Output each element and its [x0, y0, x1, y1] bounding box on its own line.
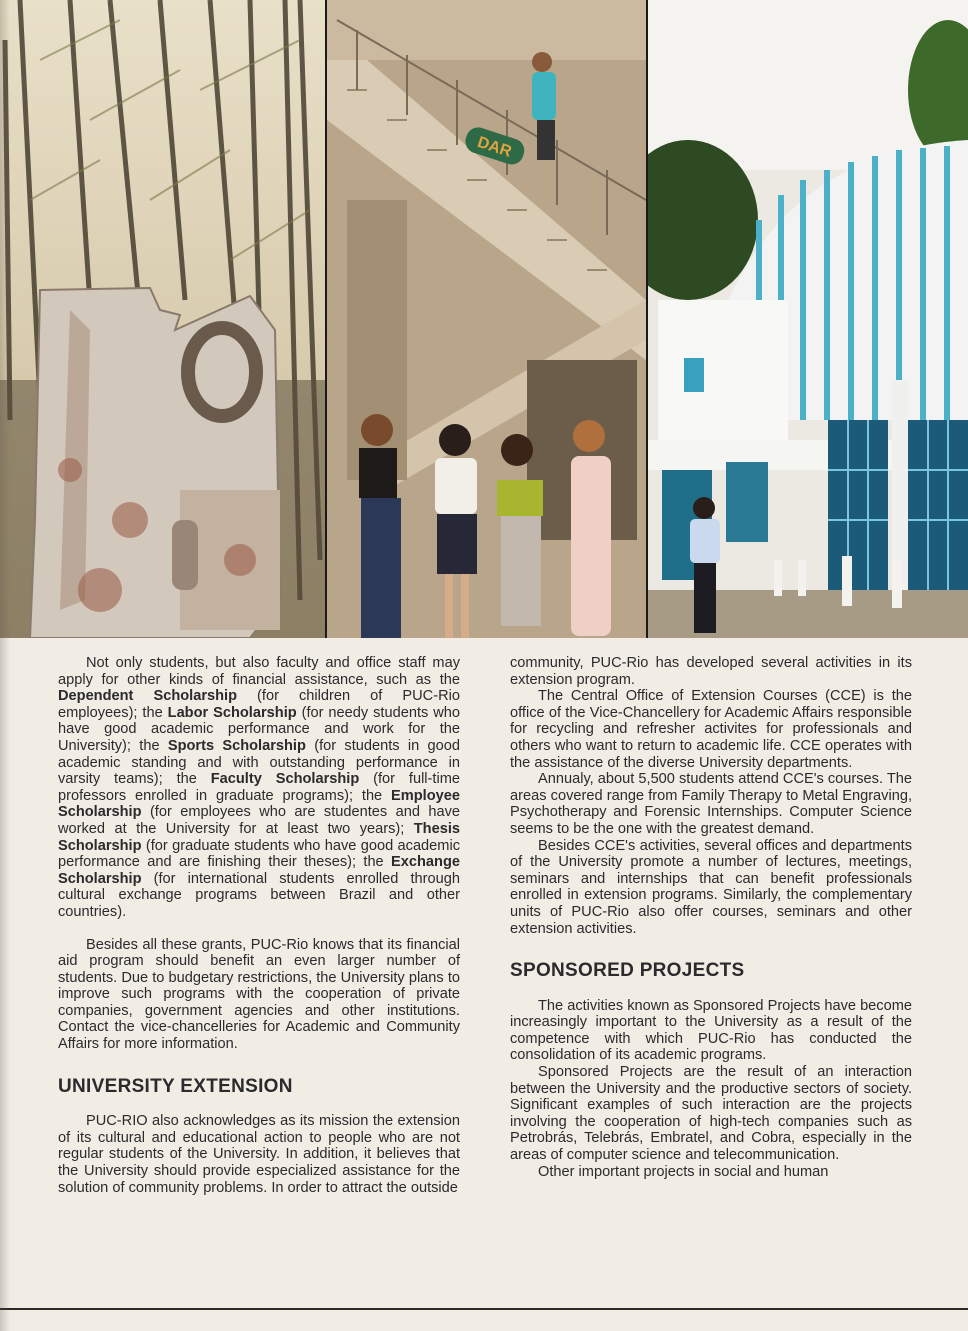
page-gutter-shadow	[0, 0, 10, 1331]
dependent-scholarship-term: Dependent Scholarship	[58, 688, 237, 705]
university-extension-heading: UNIVERSITY EXTENSION	[58, 1075, 293, 1097]
faculty-scholarship-term: Faculty Scholarship	[210, 771, 360, 788]
sponsored-interaction-paragraph: Sponsored Projects are the result of an interaction between the University and the productive sectors of society. Significant examples of such interaction are the projects involving the cooperation of high-tech companies such as Petrobrás, Telebrás, Embratel, and Cobra, especially in the areas of computer science and telecommunication.	[510, 1064, 912, 1164]
exchange-scholarship-term: Exchange Scholarship	[58, 854, 460, 887]
sports-scholarship-term: Sports Scholarship	[167, 737, 306, 754]
extension-mission-paragraph: PUC-RIO also acknowledges as its mission the extension of its cultural and educational action to people who are not regular students of the University. In addition, it believes that the University should provide especialized assistance for the solution of community problems. In order to attract the outside	[58, 1113, 460, 1196]
other-projects-paragraph: Other important projects in social and human	[538, 1163, 829, 1180]
thesis-scholarship-term: Thesis Scholarship	[58, 820, 460, 854]
bottom-rule	[0, 1308, 968, 1310]
extension-continued-paragraph: community, PUC-Rio has developed several activities in its extension program.	[510, 655, 912, 688]
extension-activities-paragraph: Besides CCE's activities, several offices and departments of the University promote a number of lectures, meetings, seminars and internships that can benefit professionals enrolled in extension programs. Similarly, the complementary units of PUC-Rio also offer courses, seminars and other extension activities.	[510, 837, 912, 937]
photo-strip	[0, 0, 968, 638]
employee-scholarship-term: Employee Scholarship	[58, 787, 460, 821]
labor-scholarship-term: Labor Scholarship	[167, 704, 297, 721]
cce-paragraph: The Central Office of Extension Courses (CCE) is the office of the Vice-Chancellery for Academic Affairs responsible for recycling and refresher activites for professionals and others who want to return to academic life. CCE operates with the assistance of the diverse University departments.	[510, 688, 912, 771]
cce-courses-paragraph: Annualy, about 5,500 students attend CCE's courses. The areas covered range from Family Therapy to Metal Engraving, Psychotherapy and Forensic Internships. Computer Science seems to be the one with the greatest demand.	[510, 771, 912, 837]
scholarships-paragraph: Not only students, but also faculty and office staff may apply for other kinds of financial assistance, such as the Dependent Scholarship (for children of PUC-Rio employees); the Labor Scholarship (for needy students who have good academic performance and work for the University); the Sports Scholarship (for students in good academic standing and with outstanding performance in varsity teams); the Faculty Scholarship (for full-time professors enrolled in graduate programs); the Employee Scholarship (for employees who are studentes and have worked at the University for at least two years); Thesis Scholarship (for graduate students who have good academic performance and are finishing their theses); the Exchange Scholarship (for international students enrolled through cultural exchange programs between Brazil and other countries).	[58, 655, 461, 920]
right-text-column	[510, 655, 912, 1180]
photo-rio-sculpture	[0, 0, 325, 638]
sponsored-intro-paragraph: The activities known as Sponsored Projects have become increasingly important to the University as a result of the competence with which PUC-Rio has conducted the consolidation of its academic programs.	[510, 997, 912, 1064]
stair-sign-text: DAR	[475, 133, 514, 161]
left-text-column	[58, 655, 460, 1196]
photo-blue-white-building	[648, 0, 968, 638]
financial-aid-paragraph: Besides all these grants, PUC-Rio knows that its financial aid program should benefit an even larger number of students. Due to budgetary restrictions, the University plans to improve such programs with the cooperation of private companies, government agencies and other institutions. Contact the vice-chancelleries for Academic and Community Affairs for more information.	[58, 936, 460, 1053]
sponsored-projects-heading: SPONSORED PROJECTS	[510, 960, 745, 982]
photo-staircase-students	[327, 0, 646, 638]
